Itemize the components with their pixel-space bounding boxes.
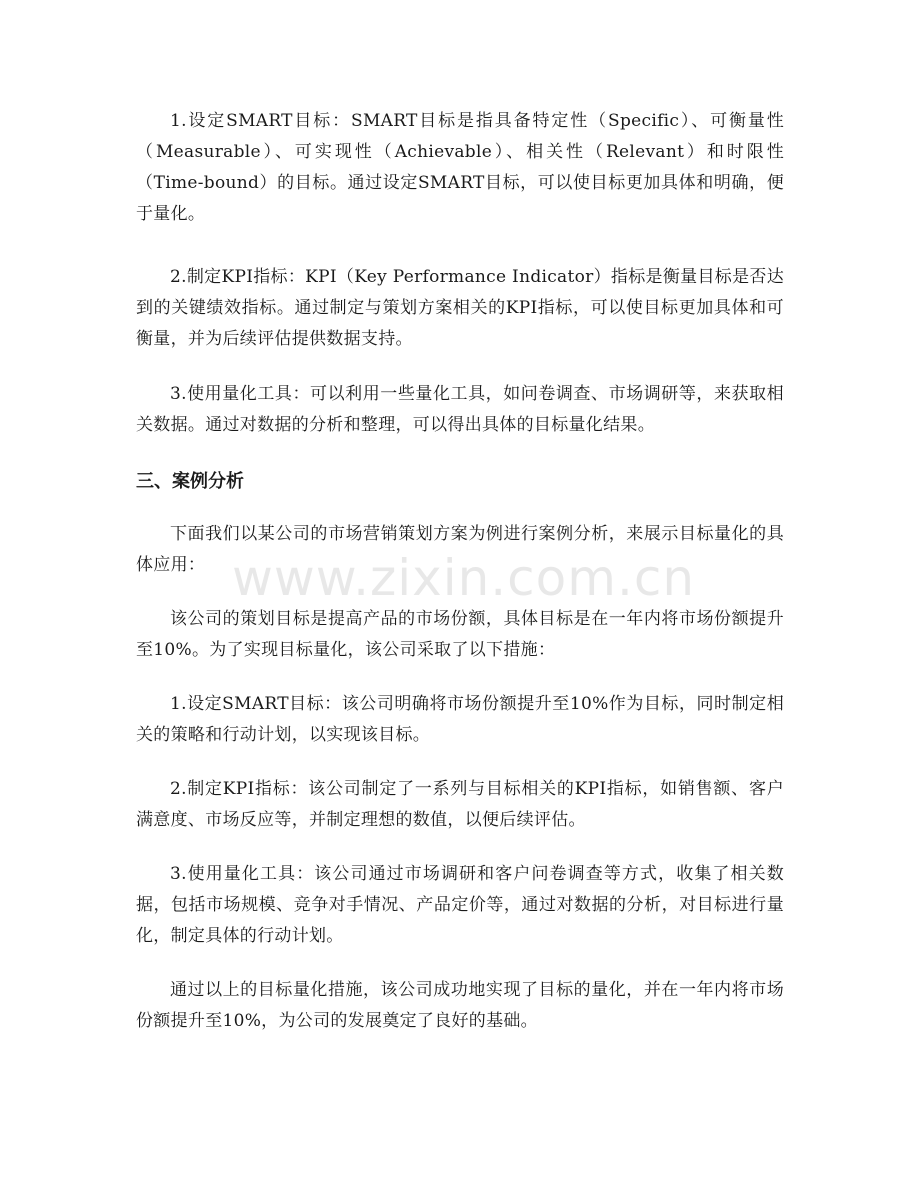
paragraph-case-goal: 该公司的策划目标是提高产品的市场份额，具体目标是在一年内将市场份额提升至10%。为了实现目标量化，该公司采取了以下措施：	[136, 609, 784, 660]
paragraph-case-smart: 1.设定SMART目标：该公司明确将市场份额提升至10%作为目标，同时制定相关的策略和行动计划，以实现该目标。	[136, 694, 784, 745]
section-heading: 三、案例分析	[136, 471, 244, 492]
watermark: www.zixin.com.cn	[232, 549, 696, 607]
paragraph-smart-goal: 1.设定SMART目标：SMART目标是指具备特定性（Specific）、可衡量性（Measurable）、可实现性（Achievable）、相关性（Relevant）和时限性（Time-bound）的目标。通过设定SMART目标，可以使目标更加具体和明确，便于量化。	[136, 111, 784, 224]
paragraph-case-tools: 3.使用量化工具：该公司通过市场调研和客户问卷调查等方式，收集了相关数据，包括市场规模、竞争对手情况、产品定价等，通过对数据的分析，对目标进行量化，制定具体的行动计划。	[136, 864, 784, 946]
paragraph-case-intro: 下面我们以某公司的市场营销策划方案为例进行案例分析，来展示目标量化的具体应用：	[136, 524, 784, 575]
paragraph-conclusion: 通过以上的目标量化措施，该公司成功地实现了目标的量化，并在一年内将市场份额提升至10%，为公司的发展奠定了良好的基础。	[136, 980, 784, 1031]
paragraph-case-kpi: 2.制定KPI指标：该公司制定了一系列与目标相关的KPI指标，如销售额、客户满意度、市场反应等，并制定理想的数值，以便后续评估。	[136, 779, 784, 830]
paragraph-quant-tools: 3.使用量化工具：可以利用一些量化工具，如问卷调查、市场调研等，来获取相关数据。通过对数据的分析和整理，可以得出具体的目标量化结果。	[136, 384, 784, 435]
paragraph-kpi: 2.制定KPI指标：KPI（Key Performance Indicator）指标是衡量目标是否达到的关键绩效指标。通过制定与策划方案相关的KPI指标，可以使目标更加具体和可衡量，并为后续评估提供数据支持。	[136, 267, 784, 349]
